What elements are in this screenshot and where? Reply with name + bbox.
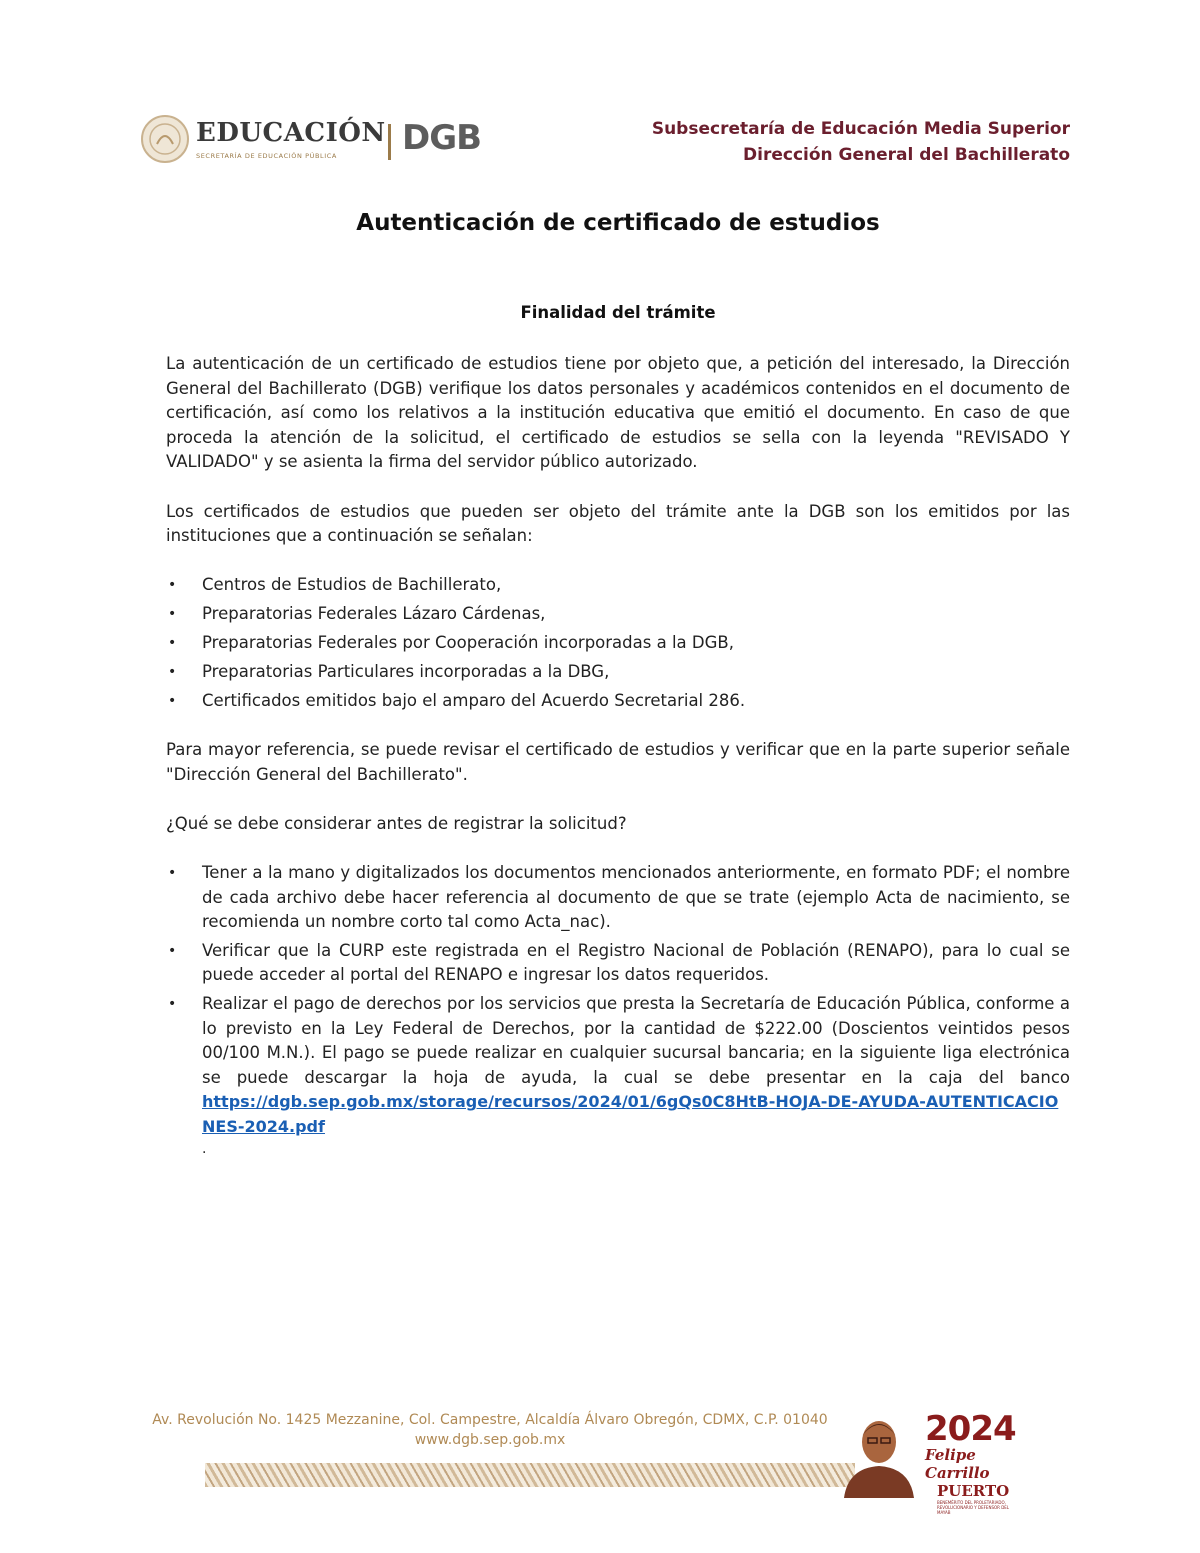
header-subsecretaria: Subsecretaría de Educación Media Superior	[651, 119, 1070, 139]
page-title: Autenticación de certificado de estudios	[356, 210, 880, 236]
national-seal-icon	[140, 114, 190, 164]
footer-decorative-band	[205, 1463, 855, 1487]
paragraph-institutions-intro: Los certificados de estudios que pueden ser objeto del trámite ante la DGB son los emitidos por las instituciones que a continuación se señalan:	[166, 501, 1070, 546]
payment-text: • Realizar el pago de derechos por los servicios que presta la Secretaría de Educación Pública, conforme a lo previsto en la Ley Federal de Derechos, por la cantidad de $222.00 (Doscientos veintidos pesos 00/100 M.N.). El pago se puede realizar en cualquier sucursal bancaria; en la siguiente liga electrónica se puede descargar la hoja de ayuda, la cual se debe presentar en la caja del banco	[202, 994, 1070, 1087]
document-body	[166, 352, 1070, 1158]
header-logo	[140, 112, 500, 170]
year-name-last: PUERTO	[937, 1482, 1010, 1500]
list-item: • Centros de Estudios de Bachillerato,	[166, 573, 1070, 598]
year-fine-print: BENEMÉRITO DEL PROLETARIADO, REVOLUCIONARIO Y DEFENSOR DEL MAYAB	[937, 1500, 1010, 1515]
list-item: • Verificar que la CURP este registrada en el Registro Nacional de Población (RENAPO), para lo cual se puede acceder al portal del RENAPO e ingresar los datos requeridos.	[166, 939, 1070, 988]
footer-address: Av. Revolución No. 1425 Mezzanine, Col. Campestre, Alcaldía Álvaro Obregón, CDMX, C.P. 01040	[152, 1412, 828, 1428]
list-item: • Preparatorias Federales Lázaro Cárdenas,	[166, 602, 1070, 627]
list-item: • Certificados emitidos bajo el amparo del Acuerdo Secretarial 286.	[166, 689, 1070, 714]
list-item	[166, 992, 1070, 1140]
year-name-first: Felipe Carrillo	[925, 1446, 990, 1482]
list-item: • Preparatorias Federales por Cooperación incorporadas a la DGB,	[166, 631, 1070, 656]
footer-address-block	[90, 1410, 890, 1450]
considerations-list	[166, 861, 1070, 1140]
payment-help-link[interactable]: https://dgb.sep.gob.mx/storage/recursos/2024/01/6gQs0C8HtB-HOJA-DE-AYUDA-AUTENTICACIONES-2024.pdf	[202, 1092, 1059, 1136]
year-logo	[925, 1409, 1035, 1515]
portrait-icon	[838, 1408, 920, 1498]
header-direccion: Dirección General del Bachillerato	[743, 145, 1070, 165]
list-item: • Preparatorias Particulares incorporadas a la DBG,	[166, 660, 1070, 685]
paragraph-reference: Para mayor referencia, se puede revisar el certificado de estudios y verificar que en la parte superior señale "Dirección General del Bachillerato".	[166, 740, 1070, 784]
logo-word: EDUCACIÓN	[196, 118, 386, 148]
institutions-list	[166, 573, 1070, 713]
paragraph-considerations-question: ¿Qué se debe considerar antes de registrar la solicitud?	[166, 813, 627, 833]
logo-divider	[388, 124, 391, 160]
section-heading: Finalidad del trámite	[520, 303, 716, 322]
footer-website[interactable]: www.dgb.sep.gob.mx	[414, 1432, 566, 1448]
header-institution	[652, 116, 1070, 168]
year: 2024	[925, 1409, 1016, 1449]
logo-dgb: DGB	[402, 118, 482, 158]
logo-subtitle: SECRETARÍA DE EDUCACIÓN PÚBLICA	[196, 152, 337, 160]
paragraph-purpose: La autenticación de un certificado de estudios tiene por objeto que, a petición del interesado, la Dirección General del Bachillerato (DGB) verifique los datos personales y académicos contenidos en el documento de certificación, así como los relativos a la institución educativa que emitió el documento. En caso de que proceda la atención de la solicitud, el certificado de estudios se sella con la leyenda "REVISADO Y VALIDADO" y se asienta la firma del servidor público autorizado.	[166, 354, 1070, 472]
list-item: • Tener a la mano y digitalizados los documentos mencionados anteriormente, en formato PDF; el nombre de cada archivo debe hacer referencia al documento de que se trate (ejemplo Acta de nacimiento, se recomienda un nombre corto tal como Acta_nac).	[166, 861, 1070, 935]
trailing-dot: .	[202, 1140, 207, 1157]
